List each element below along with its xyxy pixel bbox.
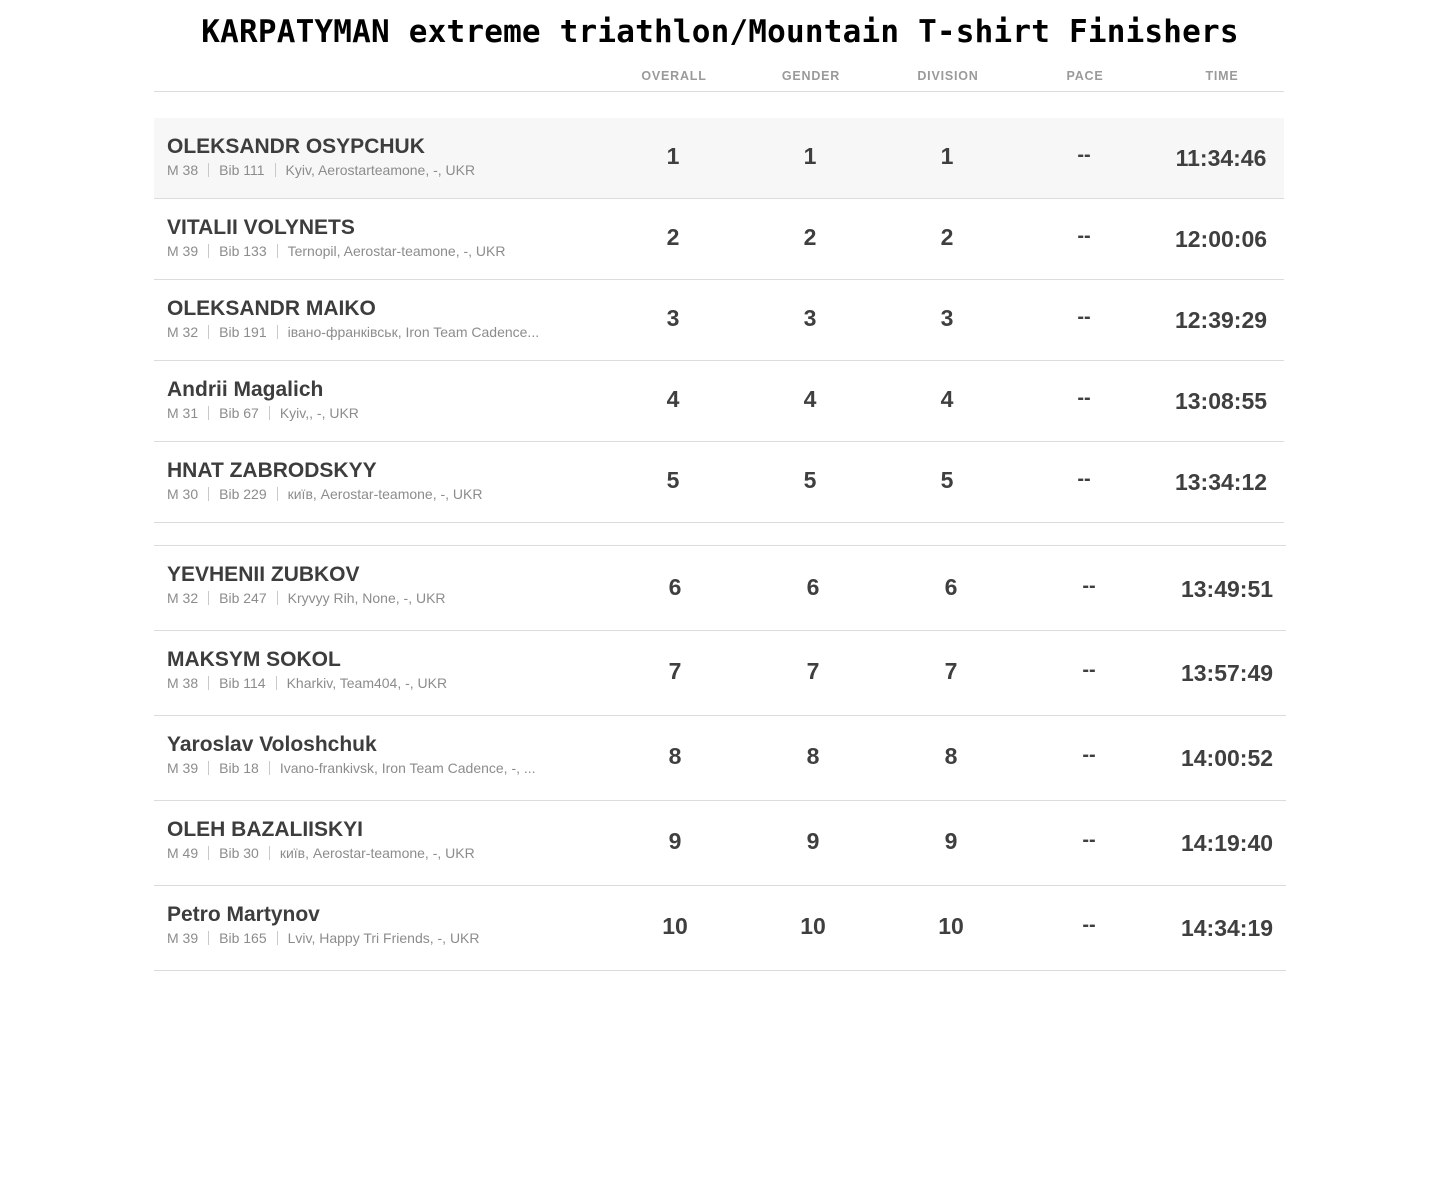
meta-divider	[208, 846, 209, 860]
athlete-bib: Bib 18	[219, 760, 259, 776]
finish-time: 13:57:49	[1180, 660, 1274, 686]
pace-value: --	[1082, 575, 1096, 597]
athlete-bib: Bib 30	[219, 845, 259, 861]
overall-rank: 3	[666, 305, 680, 331]
athlete-meta	[167, 760, 536, 776]
overall-rank: 8	[668, 743, 682, 769]
athlete-name-link[interactable]: YEVHENII ZUBKOV	[167, 563, 360, 586]
finish-time: 14:19:40	[1180, 830, 1274, 856]
athlete-gender-age: M 31	[167, 405, 199, 421]
table-row[interactable]	[154, 280, 1284, 361]
athlete-gender-age: M 38	[167, 675, 199, 691]
pace-value: --	[1077, 144, 1091, 166]
division-rank: 6	[944, 574, 958, 600]
overall-rank: 7	[668, 658, 682, 684]
meta-divider	[275, 163, 276, 177]
athlete-bib: Bib 247	[219, 590, 267, 606]
meta-divider	[208, 406, 209, 420]
athlete-name-link[interactable]: Andrii Magalich	[167, 378, 324, 401]
athlete-gender-age: M 39	[167, 243, 199, 259]
athlete-name-link[interactable]: VITALII VOLYNETS	[167, 216, 355, 239]
athlete-bib: Bib 111	[219, 162, 265, 178]
pace-column-header: PACE	[1066, 69, 1104, 83]
overall-rank: 6	[668, 574, 682, 600]
division-rank: 8	[944, 743, 958, 769]
athlete-meta	[167, 590, 446, 606]
finish-time: 14:00:52	[1180, 745, 1274, 771]
division-column-header: DIVISION	[917, 69, 979, 83]
athlete-name-link[interactable]: Petro Martynov	[167, 903, 320, 926]
division-rank: 2	[940, 224, 954, 250]
athlete-gender-age: M 32	[167, 324, 199, 340]
athlete-meta	[167, 486, 483, 502]
athlete-location-team: Kryvyy Rih, None, -, UKR	[287, 590, 446, 606]
athlete-location-team: Kyiv, Aerostarteamone, -, UKR	[285, 162, 476, 178]
athlete-name-link[interactable]: HNAT ZABRODSKYY	[167, 459, 377, 482]
results-header	[154, 67, 1284, 92]
athlete-location-team: Kyiv,, -, UKR	[279, 405, 359, 421]
pace-value: --	[1077, 306, 1091, 328]
division-rank: 10	[938, 913, 964, 939]
division-rank: 5	[940, 467, 954, 493]
gender-column-header: GENDER	[781, 69, 841, 83]
athlete-gender-age: M 49	[167, 845, 199, 861]
gender-rank: 1	[803, 143, 817, 169]
athlete-location-team: Ivano-frankivsk, Iron Team Cadence, -, ...	[279, 760, 536, 776]
overall-rank: 2	[666, 224, 680, 250]
athlete-meta	[167, 845, 475, 861]
athlete-name-link[interactable]: OLEH BAZALIISKYI	[167, 818, 364, 841]
athlete-meta	[167, 930, 480, 946]
gender-rank: 9	[806, 828, 820, 854]
gender-rank: 3	[803, 305, 817, 331]
athlete-name-link[interactable]: OLEKSANDR OSYPCHUK	[167, 135, 425, 158]
meta-divider	[269, 846, 270, 860]
athlete-meta	[167, 324, 539, 340]
table-row[interactable]	[154, 716, 1286, 801]
finish-time: 12:00:06	[1174, 226, 1268, 252]
table-row[interactable]	[154, 886, 1286, 971]
gender-rank: 10	[800, 913, 826, 939]
pace-value: --	[1077, 468, 1091, 490]
athlete-gender-age: M 32	[167, 590, 199, 606]
pace-value: --	[1082, 659, 1096, 681]
gender-rank: 4	[803, 386, 817, 412]
pace-value: --	[1082, 829, 1096, 851]
athlete-meta	[167, 405, 359, 421]
athlete-location-team: івано-франківськ, Iron Team Cadence...	[287, 324, 540, 340]
meta-divider	[208, 761, 209, 775]
finish-time: 13:34:12	[1174, 469, 1268, 495]
athlete-meta	[167, 675, 447, 691]
athlete-gender-age: M 30	[167, 486, 199, 502]
gender-rank: 5	[803, 467, 817, 493]
overall-rank: 9	[668, 828, 682, 854]
gender-rank: 6	[806, 574, 820, 600]
athlete-name-link[interactable]: Yaroslav Voloshchuk	[167, 733, 377, 756]
athlete-name-link[interactable]: MAKSYM SOKOL	[167, 648, 341, 671]
athlete-bib: Bib 133	[219, 243, 267, 259]
pace-value: --	[1082, 744, 1096, 766]
division-rank: 7	[944, 658, 958, 684]
division-rank: 3	[940, 305, 954, 331]
overall-rank: 4	[666, 386, 680, 412]
athlete-bib: Bib 114	[219, 675, 266, 691]
overall-rank: 5	[666, 467, 680, 493]
meta-divider	[208, 676, 209, 690]
meta-divider	[277, 487, 278, 501]
gender-rank: 8	[806, 743, 820, 769]
page-title: KARPATYMAN extreme triathlon/Mountain T-shirt Finishers	[201, 14, 1239, 50]
meta-divider	[277, 931, 278, 945]
overall-rank: 1	[666, 143, 680, 169]
athlete-gender-age: M 39	[167, 930, 199, 946]
athlete-bib: Bib 67	[219, 405, 259, 421]
time-column-header: TIME	[1205, 69, 1239, 83]
athlete-gender-age: M 39	[167, 760, 199, 776]
finish-time: 13:49:51	[1180, 576, 1274, 602]
division-rank: 4	[940, 386, 954, 412]
meta-divider	[276, 676, 277, 690]
athlete-location-team: Lviv, Happy Tri Friends, -, UKR	[287, 930, 480, 946]
table-row[interactable]	[154, 801, 1286, 886]
athlete-bib: Bib 165	[219, 930, 267, 946]
overall-rank: 10	[662, 913, 688, 939]
athlete-gender-age: M 38	[167, 162, 199, 178]
meta-divider	[208, 931, 209, 945]
meta-divider	[208, 163, 209, 177]
table-row[interactable]	[154, 545, 1286, 631]
meta-divider	[208, 325, 209, 339]
meta-divider	[277, 325, 278, 339]
athlete-location-team: київ, Aerostar-teamone, -, UKR	[287, 486, 483, 502]
finish-time: 12:39:29	[1174, 307, 1268, 333]
finish-time: 11:34:46	[1175, 145, 1267, 171]
athlete-meta	[167, 162, 475, 178]
athlete-meta	[167, 243, 505, 259]
meta-divider	[208, 244, 209, 258]
pace-value: --	[1082, 914, 1096, 936]
athlete-bib: Bib 229	[219, 486, 267, 502]
athlete-bib: Bib 191	[219, 324, 267, 340]
meta-divider	[277, 244, 278, 258]
meta-divider	[277, 591, 278, 605]
athlete-name-link[interactable]: OLEKSANDR MAIKO	[167, 297, 376, 320]
division-rank: 1	[940, 143, 954, 169]
meta-divider	[208, 487, 209, 501]
division-rank: 9	[944, 828, 958, 854]
table-row[interactable]	[154, 631, 1286, 716]
athlete-location-team: Ternopil, Aerostar-teamone, -, UKR	[287, 243, 506, 259]
meta-divider	[269, 406, 270, 420]
athlete-location-team: Kharkiv, Team404, -, UKR	[286, 675, 448, 691]
overall-column-header: OVERALL	[641, 69, 707, 83]
pace-value: --	[1077, 387, 1091, 409]
pace-value: --	[1077, 225, 1091, 247]
meta-divider	[208, 591, 209, 605]
finish-time: 13:08:55	[1174, 388, 1268, 414]
gender-rank: 7	[806, 658, 820, 684]
table-row[interactable]	[154, 361, 1284, 442]
meta-divider	[269, 761, 270, 775]
athlete-location-team: київ, Aerostar-teamone, -, UKR	[279, 845, 475, 861]
table-row[interactable]	[154, 442, 1284, 523]
gender-rank: 2	[803, 224, 817, 250]
table-row[interactable]	[154, 118, 1284, 199]
table-row[interactable]	[154, 199, 1284, 280]
finish-time: 14:34:19	[1180, 915, 1274, 941]
